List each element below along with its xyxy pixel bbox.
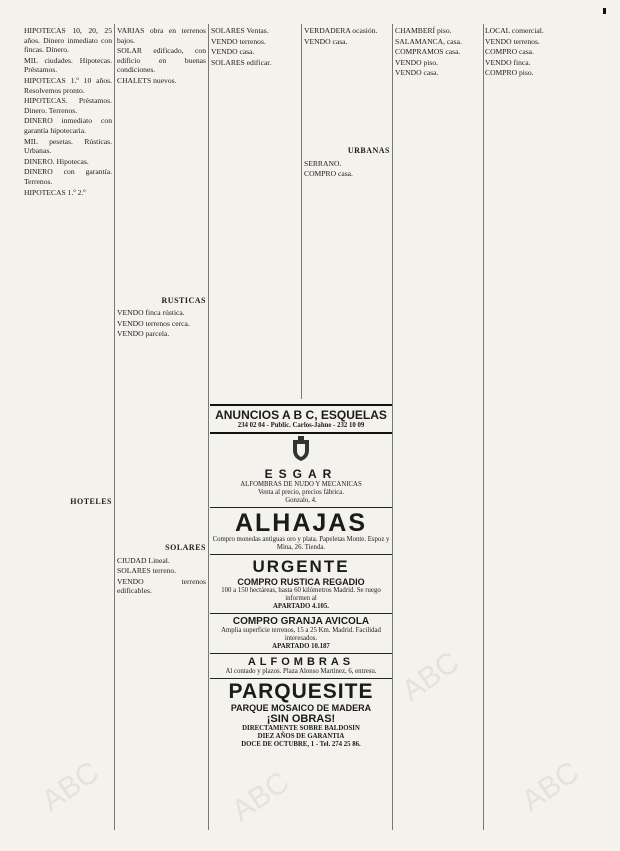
classified-ad: SALAMANCA, casa. <box>395 36 462 46</box>
coat-of-arms-icon <box>290 436 312 462</box>
urgente-text: 100 a 150 hectáreas, hasta 60 kilómetros Madrid. Se ruego informen al <box>221 587 381 602</box>
granja-text: Amplia superficie terrenos, 15 a 25 Km. Madrid. Facilidad interesados. <box>221 627 381 642</box>
classified-ad: COMPRO casa. <box>304 169 353 179</box>
abc-header-phones: 234 02 04 - Public. Carlos-Jahne - 232 10 09 <box>237 422 365 429</box>
classified-ad: VENDO casa. <box>304 36 348 46</box>
alfombras-title: ALFOMBRAS <box>247 656 355 668</box>
classified-ad: SOLARES edificar. <box>211 57 272 67</box>
classified-ad: DINERO inmediato con garantía hipotecaria. <box>24 116 112 135</box>
alfombras-text: Al contado y plazos. Plaza Alonso Martínez, 6, entresu. <box>225 668 377 675</box>
urgente-ad <box>210 555 392 614</box>
page-corner-mark <box>603 8 606 14</box>
classified-ad: VENDO terrenos edificables. <box>117 576 206 596</box>
classified-ad: HIPOTECAS. Préstamos. Dinero. Terrenos. <box>24 96 112 115</box>
watermark: ABC <box>35 755 106 818</box>
classified-ad: MIL ciudades. Hipotecas. Préstamos. <box>24 55 112 75</box>
classifieds-column-6 <box>485 26 573 826</box>
watermark: ABC <box>225 765 296 828</box>
granja-title: COMPRO GRANJA AVICOLA <box>232 616 370 627</box>
classified-ad: VERDADERA ocasión. <box>304 26 378 35</box>
classified-ad: SOLAR edificado, con edificio en buenas condiciones. <box>117 46 206 75</box>
classified-ad: DINERO. Hipotecas. <box>24 156 89 166</box>
escar-ad <box>210 434 392 508</box>
classifieds-column-1 <box>24 26 112 826</box>
parquesite-cry: ¡SIN OBRAS! <box>266 713 336 725</box>
classifieds-column-4 <box>304 26 390 361</box>
column-rule <box>392 24 393 830</box>
classified-ad: CIUDAD Lineal. <box>117 555 170 565</box>
classified-ad: VARIAS obra en terrenos bajos. <box>117 26 206 45</box>
escar-line-3: Gonzalo, 4. <box>285 497 317 504</box>
classified-ad: SOLARES Ventas. <box>211 26 269 35</box>
classified-ad: VENDO casa. <box>211 47 255 57</box>
classifieds-column-2-lower <box>117 540 206 830</box>
alfombras-ad <box>210 654 392 679</box>
classified-ad: SERRANO. <box>304 158 342 168</box>
classifieds-column-2 <box>117 26 206 526</box>
urgente-subtitle: COMPRO RUSTICA REGADIO <box>237 577 365 587</box>
watermark: ABC <box>395 645 466 708</box>
parquesite-address: DOCE DE OCTUBRE, 1 - Tel. 274 25 86. <box>241 741 361 748</box>
parquesite-title: PARQUESITE <box>228 680 374 703</box>
classified-ad: VENDO piso. <box>395 57 439 67</box>
parquesite-ad <box>210 679 392 751</box>
classified-ad: VENDO terrenos cerca. <box>117 318 190 328</box>
abc-ads-header <box>210 404 392 434</box>
classified-ad: COMPRO piso. <box>485 68 534 78</box>
parquesite-line-1: DIRECTAMENTE SOBRE BALDOSIN <box>242 725 360 732</box>
parquesite-line-2: DIEZ AÑOS DE GARANTIA <box>257 733 345 740</box>
classified-ad: MIL pesetas. Rústicas. Urbanas. <box>24 136 112 156</box>
classified-ad: VENDO parcela. <box>117 329 170 339</box>
section-heading-urbanas: URBANAS <box>347 146 390 156</box>
classified-ad: VENDO terrenos. <box>211 36 266 46</box>
classified-ad: CHALETS nuevos. <box>117 75 177 85</box>
classified-ad: VENDO finca rústica. <box>117 308 185 318</box>
classified-ad: DINERO con garantía. Terrenos. <box>24 167 112 186</box>
classified-ad: COMPRAMOS casa. <box>395 47 461 57</box>
classified-ad: HIPOTECAS 10, 20, 25 años. Dinero inmediato con fincas. Dinero. <box>24 26 112 55</box>
section-heading-rusticas: RUSTICAS <box>161 295 206 305</box>
classified-ad: CHAMBERÍ piso. <box>395 26 452 35</box>
column-rule <box>483 24 484 830</box>
classifieds-column-5 <box>395 26 481 826</box>
classified-ad: VENDO finca. <box>485 57 531 67</box>
classified-ad: HIPOTECAS 1.º 2.º <box>24 187 86 197</box>
alhajas-text: Compro monedas antiguas oro y plata. Papeletas Monte. Espoz y Mina, 26. Tienda. <box>212 536 390 551</box>
display-ads-block <box>210 404 392 836</box>
escar-line-1: ALFOMBRAS DE NUDO Y MECANICAS <box>240 481 362 488</box>
column-rule <box>208 24 209 830</box>
urgente-apartado: APARTADO 4.105. <box>273 603 329 610</box>
alhajas-title: ALHAJAS <box>234 509 368 537</box>
column-rule <box>301 24 302 399</box>
classified-ad: COMPRO casa. <box>485 47 534 57</box>
column-rule <box>114 24 115 830</box>
classified-ad: SOLARES terreno. <box>117 566 177 576</box>
urgente-title: URGENTE <box>252 557 350 576</box>
watermark: ABC <box>515 755 586 818</box>
classified-ad: VENDO casa. <box>395 68 439 78</box>
escar-line-2: Venta al precio, precios fábrica. <box>257 489 345 496</box>
parquesite-subtitle: PARQUE MOSAICO DE MADERA <box>230 703 372 713</box>
granja-ad <box>210 614 392 654</box>
alhajas-ad <box>210 508 392 555</box>
classified-ad: HIPOTECAS 1.º 10 años. Resolvemos pronto. <box>24 75 112 95</box>
abc-header-title: ANUNCIOS A B C, ESQUELAS <box>215 408 387 422</box>
section-heading-hoteles: HOTELES <box>70 497 112 507</box>
escar-name: ESGAR <box>264 467 338 481</box>
classifieds-column-3 <box>211 26 299 361</box>
granja-apartado: APARTADO 10.187 <box>272 643 330 650</box>
section-heading-solares: SOLARES <box>165 543 206 552</box>
classified-ad: VENDO terrenos. <box>485 36 540 46</box>
classified-ad: LOCAL comercial. <box>485 26 544 35</box>
